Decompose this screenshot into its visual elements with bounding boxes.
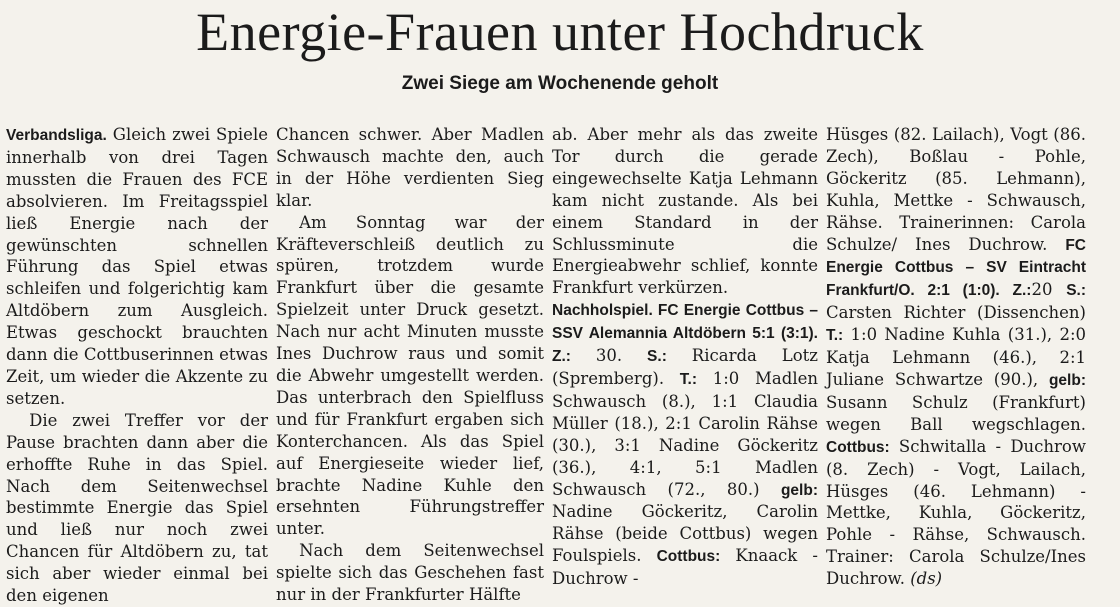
col1-paragraph-2: Die zwei Treffer vor der Pause brachten dann aber die erhoffte Ruhe in das Spiel. Nach dem Seitenwechsel bestimmte Energie das Spiel und ließ nur noch zwei Chancen für Altdöbern zu, tat sich aber wieder einmal bei den eigenen (6, 410, 268, 606)
col1-paragraph-1 (6, 124, 268, 410)
match2-title: FC Energie Cottbus – SV Eintracht Frankfurt/O. 2:1 (1:0). Z.: (826, 236, 1086, 300)
match2-yellow: Susann Schulz (Frankfurt) wegen Ball wegschlagen. (826, 392, 1086, 434)
match2-report (826, 124, 1086, 590)
match1-yellow: Nadine Göckeritz, Carolin Rähse (beide Cottbus) wegen Foulspiels. (552, 502, 818, 566)
article-column-2 (276, 124, 544, 607)
col3-paragraph-1: ab. Aber mehr als das zweite Tor durch die gerade eingewechselte Katja Lehmann kam nicht zustande. Als bei einem Standard in der Schlussminute die Energieabwehr schlief, konnte Frankfurt verkürzen. (552, 125, 818, 298)
subheadline: Zwei Siege am Wochenende geholt (401, 73, 719, 94)
article-column-3 (552, 124, 818, 607)
match1-yellow-label: gelb: (780, 481, 818, 499)
article-columns (6, 124, 1086, 607)
article-column-1 (6, 124, 268, 607)
match2-lineup-label: Cottbus: (826, 438, 890, 456)
match1-referee: Ricarda Lotz (Spremberg). (552, 346, 818, 388)
author-signature: (ds) (910, 569, 943, 589)
league-label: Verbandsliga. (6, 127, 107, 144)
match1-spectators: 30. (570, 346, 648, 366)
headline: Energie-Frauen unter Hochdruck (196, 2, 924, 62)
col2-paragraph-3: Nach dem Seitenwechsel spielte sich das Geschehen fast nur in der Frankfurter Hälfte (276, 541, 544, 605)
match1-report (552, 299, 818, 590)
match2-goals-label: T.: (826, 327, 844, 345)
match1-lineup-continued: Hüsges (82. Lailach), Vogt (86. Zech), Boßlau - Pohle, Göckeritz (85. Lehmann), Kuhla, Mettke - Schwausch, Rähse. Trainerinnen: Carola Schulze/ Ines Duchrow. (826, 125, 1086, 254)
col2-paragraph-1: Chancen schwer. Aber Madlen Schwausch machte den, auch in der Höhe verdienten Sieg klar. (276, 125, 544, 210)
match1-goals: 1:0 Madlen Schwausch (8.), 1:1 Claudia Müller (18.), 2:1 Carolin Rähse (30.), 3:1 Nadine Göckeritz (36.), 4:1, 5:1 Madlen Schwausch (72., 80.) (552, 368, 818, 499)
match1-title: Nachholspiel. FC Energie Cottbus – SSV Alemannia Altdöbern 5:1 (3:1). Z.: (552, 302, 818, 366)
match1-lineup-label: Cottbus: (656, 548, 721, 566)
article-column-4 (826, 124, 1086, 607)
match1-referee-label: S.: (647, 348, 667, 366)
match1-goals-label: T.: (679, 370, 698, 388)
col1-p1-text: Gleich zwei Spiele innerhalb von drei Tagen mussten die Frauen des FCE absolvieren. Im Freitagsspiel ließ Energie nach der gewünschten schnellen Führung das Spiel etwas schleifen und folgerichtig kam Altdöbern zum Ausgleich. Etwas geschockt brauchten dann die Cottbuserinnen etwas Zeit, um wieder die Akzente zu setzen. (6, 125, 268, 408)
match1-lineup: Knaack - Duchrow - (552, 546, 818, 589)
match2-referee: Carsten Richter (Dissenchen) (826, 303, 1086, 323)
match2-referee-label: S.: (1066, 282, 1086, 300)
match2-goals: 1:0 Nadine Kuhla (31.), 2:0 Katja Lehmann (46.), 2:1 Juliane Schwartze (90.), (826, 325, 1086, 389)
match2-yellow-label: gelb: (1048, 371, 1086, 389)
col2-paragraph-2: Am Sonntag war der Kräfteverschleiß deutlich zu spüren, trotzdem wurde Frankfurt über die gesamte Spielzeit unter Druck gesetzt. Nach nur acht Minuten musste Ines Duchrow raus und somit die Abwehr umgestellt werden. Das unterbrach den Spielfluss und für Frankfurt ergaben sich Konterchancen. Als das Spiel auf Energieseite wieder lief, brachte Nadine Kuhle den ersehnten Führungstreffer unter. (276, 212, 544, 539)
match2-spectators: 20 (1031, 280, 1067, 300)
match2-lineup: Schwitalla - Duchrow (8. Zech) - Vogt, Lailach, Hüsges (46. Lehmann) - Mettke, Kuhla, Göckeritz, Pohle - Rähse, Schwausch. Trainer: Carola Schulze/Ines Duchrow. (826, 436, 1086, 589)
